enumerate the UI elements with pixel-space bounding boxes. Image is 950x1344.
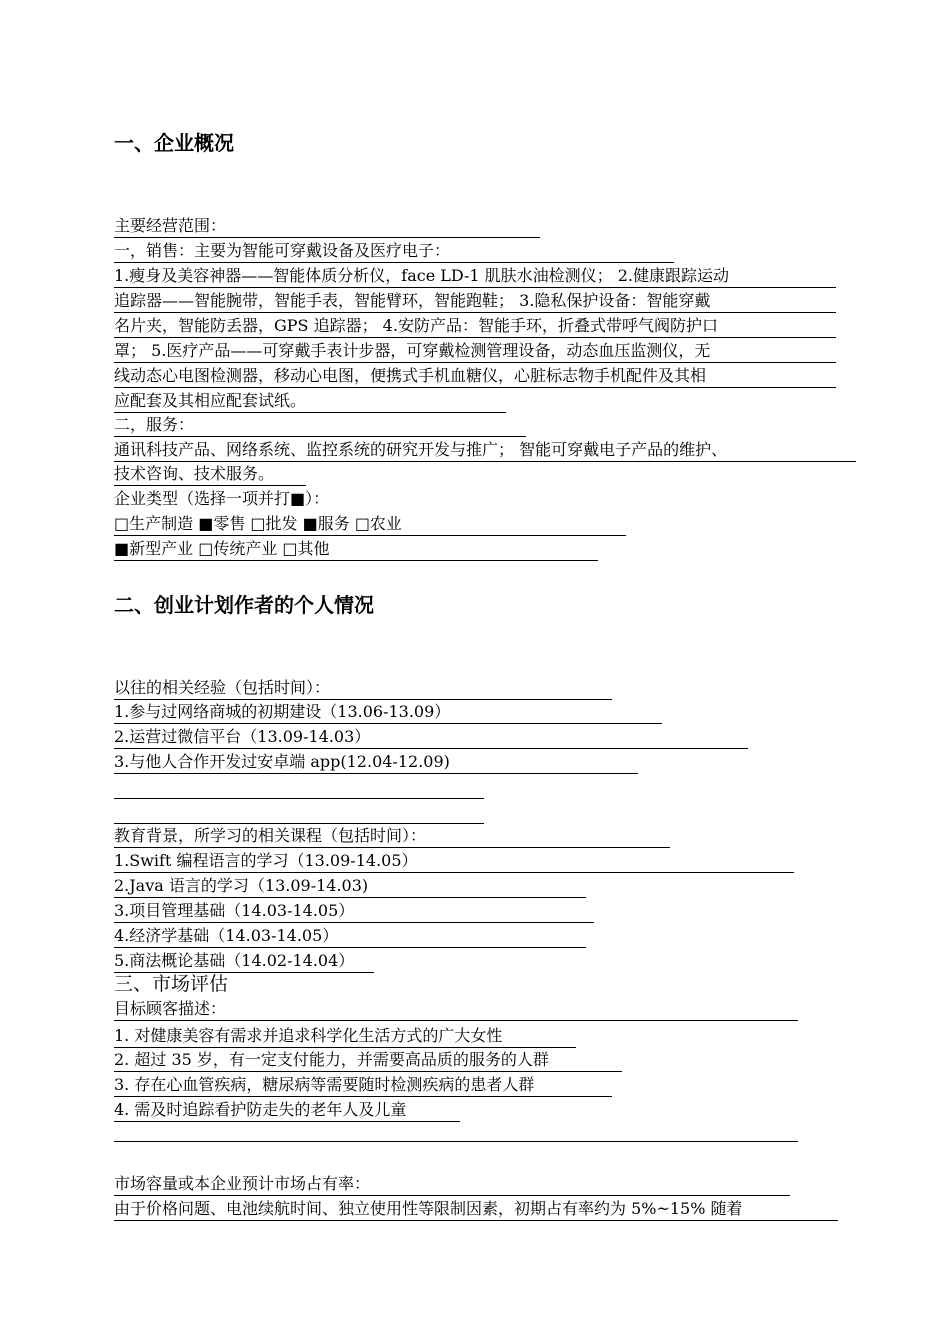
enterprise-type-options-row2: ■新型产业 □传统产业 □其他 bbox=[114, 537, 598, 561]
service-heading: 二，服务： bbox=[114, 413, 526, 437]
blank-line bbox=[114, 775, 484, 799]
sales-line: 1.瘦身及美容神器——智能体质分析仪，face LD-1 肌肤水油检测仪； 2.健康跟踪运动 bbox=[114, 264, 836, 288]
section-heading-market: 三、市场评估 bbox=[114, 973, 229, 995]
service-line: 技术咨询、技术服务。 bbox=[114, 462, 306, 486]
blank-line bbox=[114, 800, 484, 824]
enterprise-type-options-row1: □生产制造 ■零售 □批发 ■服务 □农业 bbox=[114, 512, 626, 536]
market-line: 由于价格问题、电池续航时间、独立使用性等限制因素，初期占有率约为 5%~15% 随着 bbox=[114, 1197, 838, 1221]
service-line: 通讯科技产品、网络系统、监控系统的研究开发与推广； 智能可穿戴电子产品的维护、 bbox=[114, 438, 856, 462]
customer-item: 2. 超过 35 岁，有一定支付能力，并需要高品质的服务的人群 bbox=[114, 1048, 622, 1072]
sales-line: 应配套及其相应配套试纸。 bbox=[114, 389, 506, 413]
experience-item: 1.参与过网络商城的初期建设（13.06-13.09） bbox=[114, 700, 662, 724]
customer-item: 3. 存在心血管疾病，糖尿病等需要随时检测疾病的患者人群 bbox=[114, 1073, 612, 1097]
experience-label: 以往的相关经验（包括时间）： bbox=[114, 676, 612, 700]
market-label: 市场容量或本企业预计市场占有率： bbox=[114, 1172, 790, 1196]
sales-line: 名片夹，智能防丢器，GPS 追踪器； 4.安防产品：智能手环，折叠式带呼气阀防护口 bbox=[114, 314, 836, 338]
customer-label: 目标顾客描述： bbox=[114, 997, 798, 1021]
customer-item: 4. 需及时追踪看护防走失的老年人及儿童 bbox=[114, 1098, 460, 1122]
education-item: 1.Swift 编程语言的学习（13.09-14.05） bbox=[114, 849, 794, 873]
education-item: 2.Java 语言的学习（13.09-14.03) bbox=[114, 874, 586, 898]
experience-item: 2.运营过微信平台（13.09-14.03） bbox=[114, 725, 748, 749]
blank-line bbox=[114, 1118, 798, 1142]
section-heading-overview: 一、企业概况 bbox=[114, 131, 234, 155]
education-item: 3.项目管理基础（14.03-14.05） bbox=[114, 899, 594, 923]
sales-line: 罩； 5.医疗产品——可穿戴手表计步器，可穿戴检测管理设备，动态血压监测仪，无 bbox=[114, 339, 836, 363]
experience-item: 3.与他人合作开发过安卓端 app(12.04-12.09) bbox=[114, 750, 638, 774]
education-item: 5.商法概论基础（14.02-14.04） bbox=[114, 949, 374, 973]
education-label: 教育背景，所学习的相关课程（包括时间）： bbox=[114, 824, 670, 848]
section-heading-author: 二、创业计划作者的个人情况 bbox=[114, 593, 374, 617]
sales-line: 线动态心电图检测器，移动心电图，便携式手机血糖仪，心脏标志物手机配件及其相 bbox=[114, 364, 836, 388]
sales-heading: 一，销售：主要为智能可穿戴设备及医疗电子： bbox=[114, 239, 674, 263]
scope-label: 主要经营范围： bbox=[114, 214, 540, 238]
enterprise-type-label: 企业类型（选择一项并打■）： bbox=[114, 489, 330, 508]
customer-item: 1. 对健康美容有需求并追求科学化生活方式的广大女性 bbox=[114, 1024, 576, 1048]
sales-line: 追踪器——智能腕带，智能手表，智能臂环，智能跑鞋； 3.隐私保护设备：智能穿戴 bbox=[114, 289, 836, 313]
education-item: 4.经济学基础（14.03-14.05） bbox=[114, 924, 586, 948]
